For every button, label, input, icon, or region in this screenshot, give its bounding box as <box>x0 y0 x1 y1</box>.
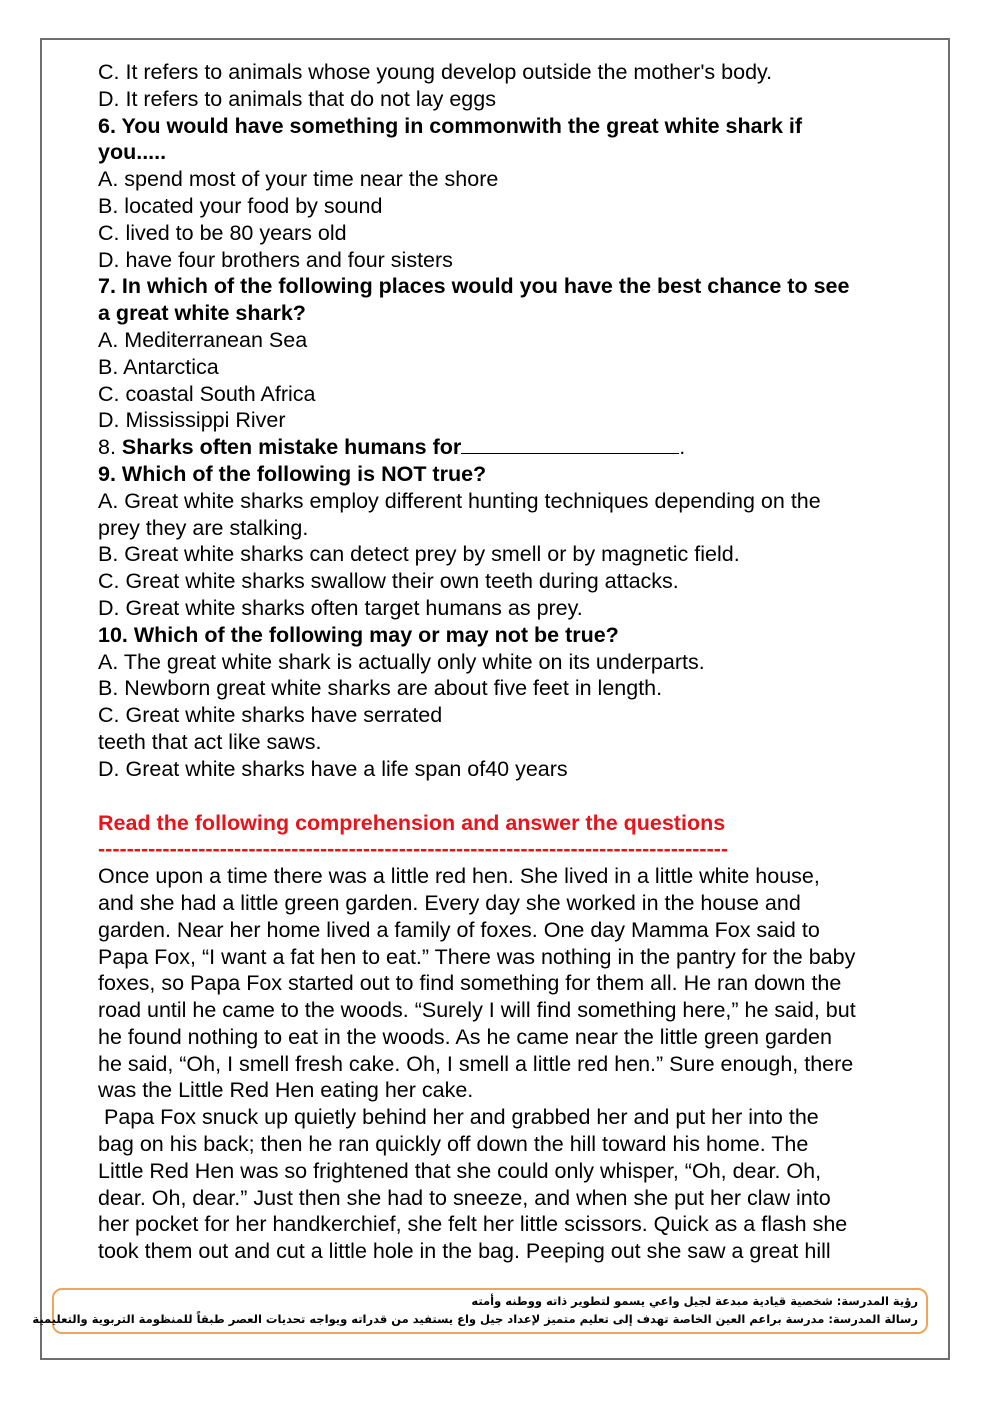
q6-option-b: B. located your food by sound <box>98 193 383 218</box>
q9-option-b: B. Great white sharks can detect prey by smell or by magnetic field. <box>98 542 740 567</box>
q5-option-c: C. It refers to animals whose young develop outside the mother's body. <box>98 60 773 84</box>
q8-answer-blank[interactable] <box>461 435 679 454</box>
story-p1-line1: Once upon a time there was a little red hen. She lived in a little white house, <box>98 864 820 889</box>
q8-number: 8. <box>98 435 122 460</box>
story-p1-line2: and she had a little green garden. Every day she worked in the house and <box>98 890 801 915</box>
q6-option-c: C. lived to be 80 years old <box>98 220 347 245</box>
q10-option-a: A. The great white shark is actually only white on its underparts. <box>98 649 705 674</box>
story-p1-line8: he said, “Oh, I smell fresh cake. Oh, I smell a little red hen.” Sure enough, there <box>98 1051 854 1076</box>
story-p1-line3: garden. Near her home lived a family of foxes. One day Mamma Fox said to <box>98 917 820 942</box>
q9-option-a-cont: prey they are stalking. <box>98 515 309 540</box>
comprehension-separator: ---------------------------------------------------------------------------------------- <box>98 837 729 862</box>
q9-option-d: D. Great white sharks often target humans as prey. <box>98 595 583 620</box>
q8-question <box>98 434 928 461</box>
q5-option-d: D. It refers to animals that do not lay eggs <box>98 86 496 111</box>
q8-text: Sharks often mistake humans for <box>121 435 462 460</box>
school-footer <box>32 1288 928 1334</box>
worksheet-content <box>98 59 928 1265</box>
comprehension-heading: Read the following comprehension and answer the questions <box>98 810 726 835</box>
story-p2-line4: dear. Oh, dear.” Just then she had to sneeze, and when she put her claw into <box>98 1185 831 1210</box>
q10-option-c-cont: teeth that act like saws. <box>98 729 322 754</box>
story-p1-line7: he found nothing to eat in the woods. As he came near the little green garden <box>98 1024 832 1049</box>
q10-question: 10. Which of the following may or may not be true? <box>98 622 619 647</box>
q10-option-d: D. Great white sharks have a life span of40 years <box>98 756 568 781</box>
q7-option-c: C. coastal South Africa <box>98 381 316 406</box>
q7-question: 7. In which of the following places would you have the best chance to see <box>98 274 850 299</box>
story-p2-line3: Little Red Hen was so frightened that she could only whisper, “Oh, dear. Oh, <box>98 1158 822 1183</box>
q8-end: . <box>679 435 686 460</box>
school-mission: رسالة المدرسة: مدرسة براعم العين الخاصة تهدف إلى تعليم متميز لإعداد جيل واع يستفيد من قدراته ويواجه تحديات العصر طبقاً للمنظومة التربوية والتعليمية <box>32 1312 918 1326</box>
q10-option-b: B. Newborn great white sharks are about five feet in length. <box>98 676 663 701</box>
q6-question-cont: you..... <box>98 140 167 165</box>
story-p2-line2: bag on his back; then he ran quickly off down the hill toward his home. The <box>98 1132 809 1157</box>
q6-option-d: D. have four brothers and four sisters <box>98 247 453 272</box>
q10-option-c: C. Great white sharks have serrated <box>98 703 443 728</box>
q9-option-c: C. Great white sharks swallow their own teeth during attacks. <box>98 569 679 594</box>
story-p2-line1: Papa Fox snuck up quietly behind her and grabbed her and put her into the <box>98 1105 819 1130</box>
q6-option-a: A. spend most of your time near the shore <box>98 167 499 192</box>
story-p1-line4: Papa Fox, “I want a fat hen to eat.” There was nothing in the pantry for the baby <box>98 944 856 969</box>
q6-question: 6. You would have something in commonwith the great white shark if <box>98 113 803 138</box>
section-gap <box>98 783 928 810</box>
q9-question: 9. Which of the following is NOT true? <box>98 461 487 486</box>
q7-option-a: A. Mediterranean Sea <box>98 327 308 352</box>
q7-option-d: D. Mississippi River <box>98 408 286 433</box>
story-p1-line6: road until he came to the woods. “Surely I will find something here,” he said, but <box>98 998 856 1023</box>
story-p2-line6: took them out and cut a little hole in the bag. Peeping out she saw a great hill <box>98 1239 831 1264</box>
q9-option-a: A. Great white sharks employ different hunting techniques depending on the <box>98 488 821 513</box>
story-p2-line5: her pocket for her handkerchief, she felt her little scissors. Quick as a flash she <box>98 1212 848 1237</box>
story-p1-line9: was the Little Red Hen eating her cake. <box>98 1078 474 1103</box>
school-vision: رؤية المدرسة: شخصية قيادية مبدعة لجيل واعي يسمو لتطوير ذاته ووطنه وأمته <box>471 1294 918 1308</box>
q7-option-b: B. Antarctica <box>98 354 219 379</box>
q7-question-cont: a great white shark? <box>98 301 306 326</box>
story-p1-line5: foxes, so Papa Fox started out to find something for them all. He ran down the <box>98 971 842 996</box>
